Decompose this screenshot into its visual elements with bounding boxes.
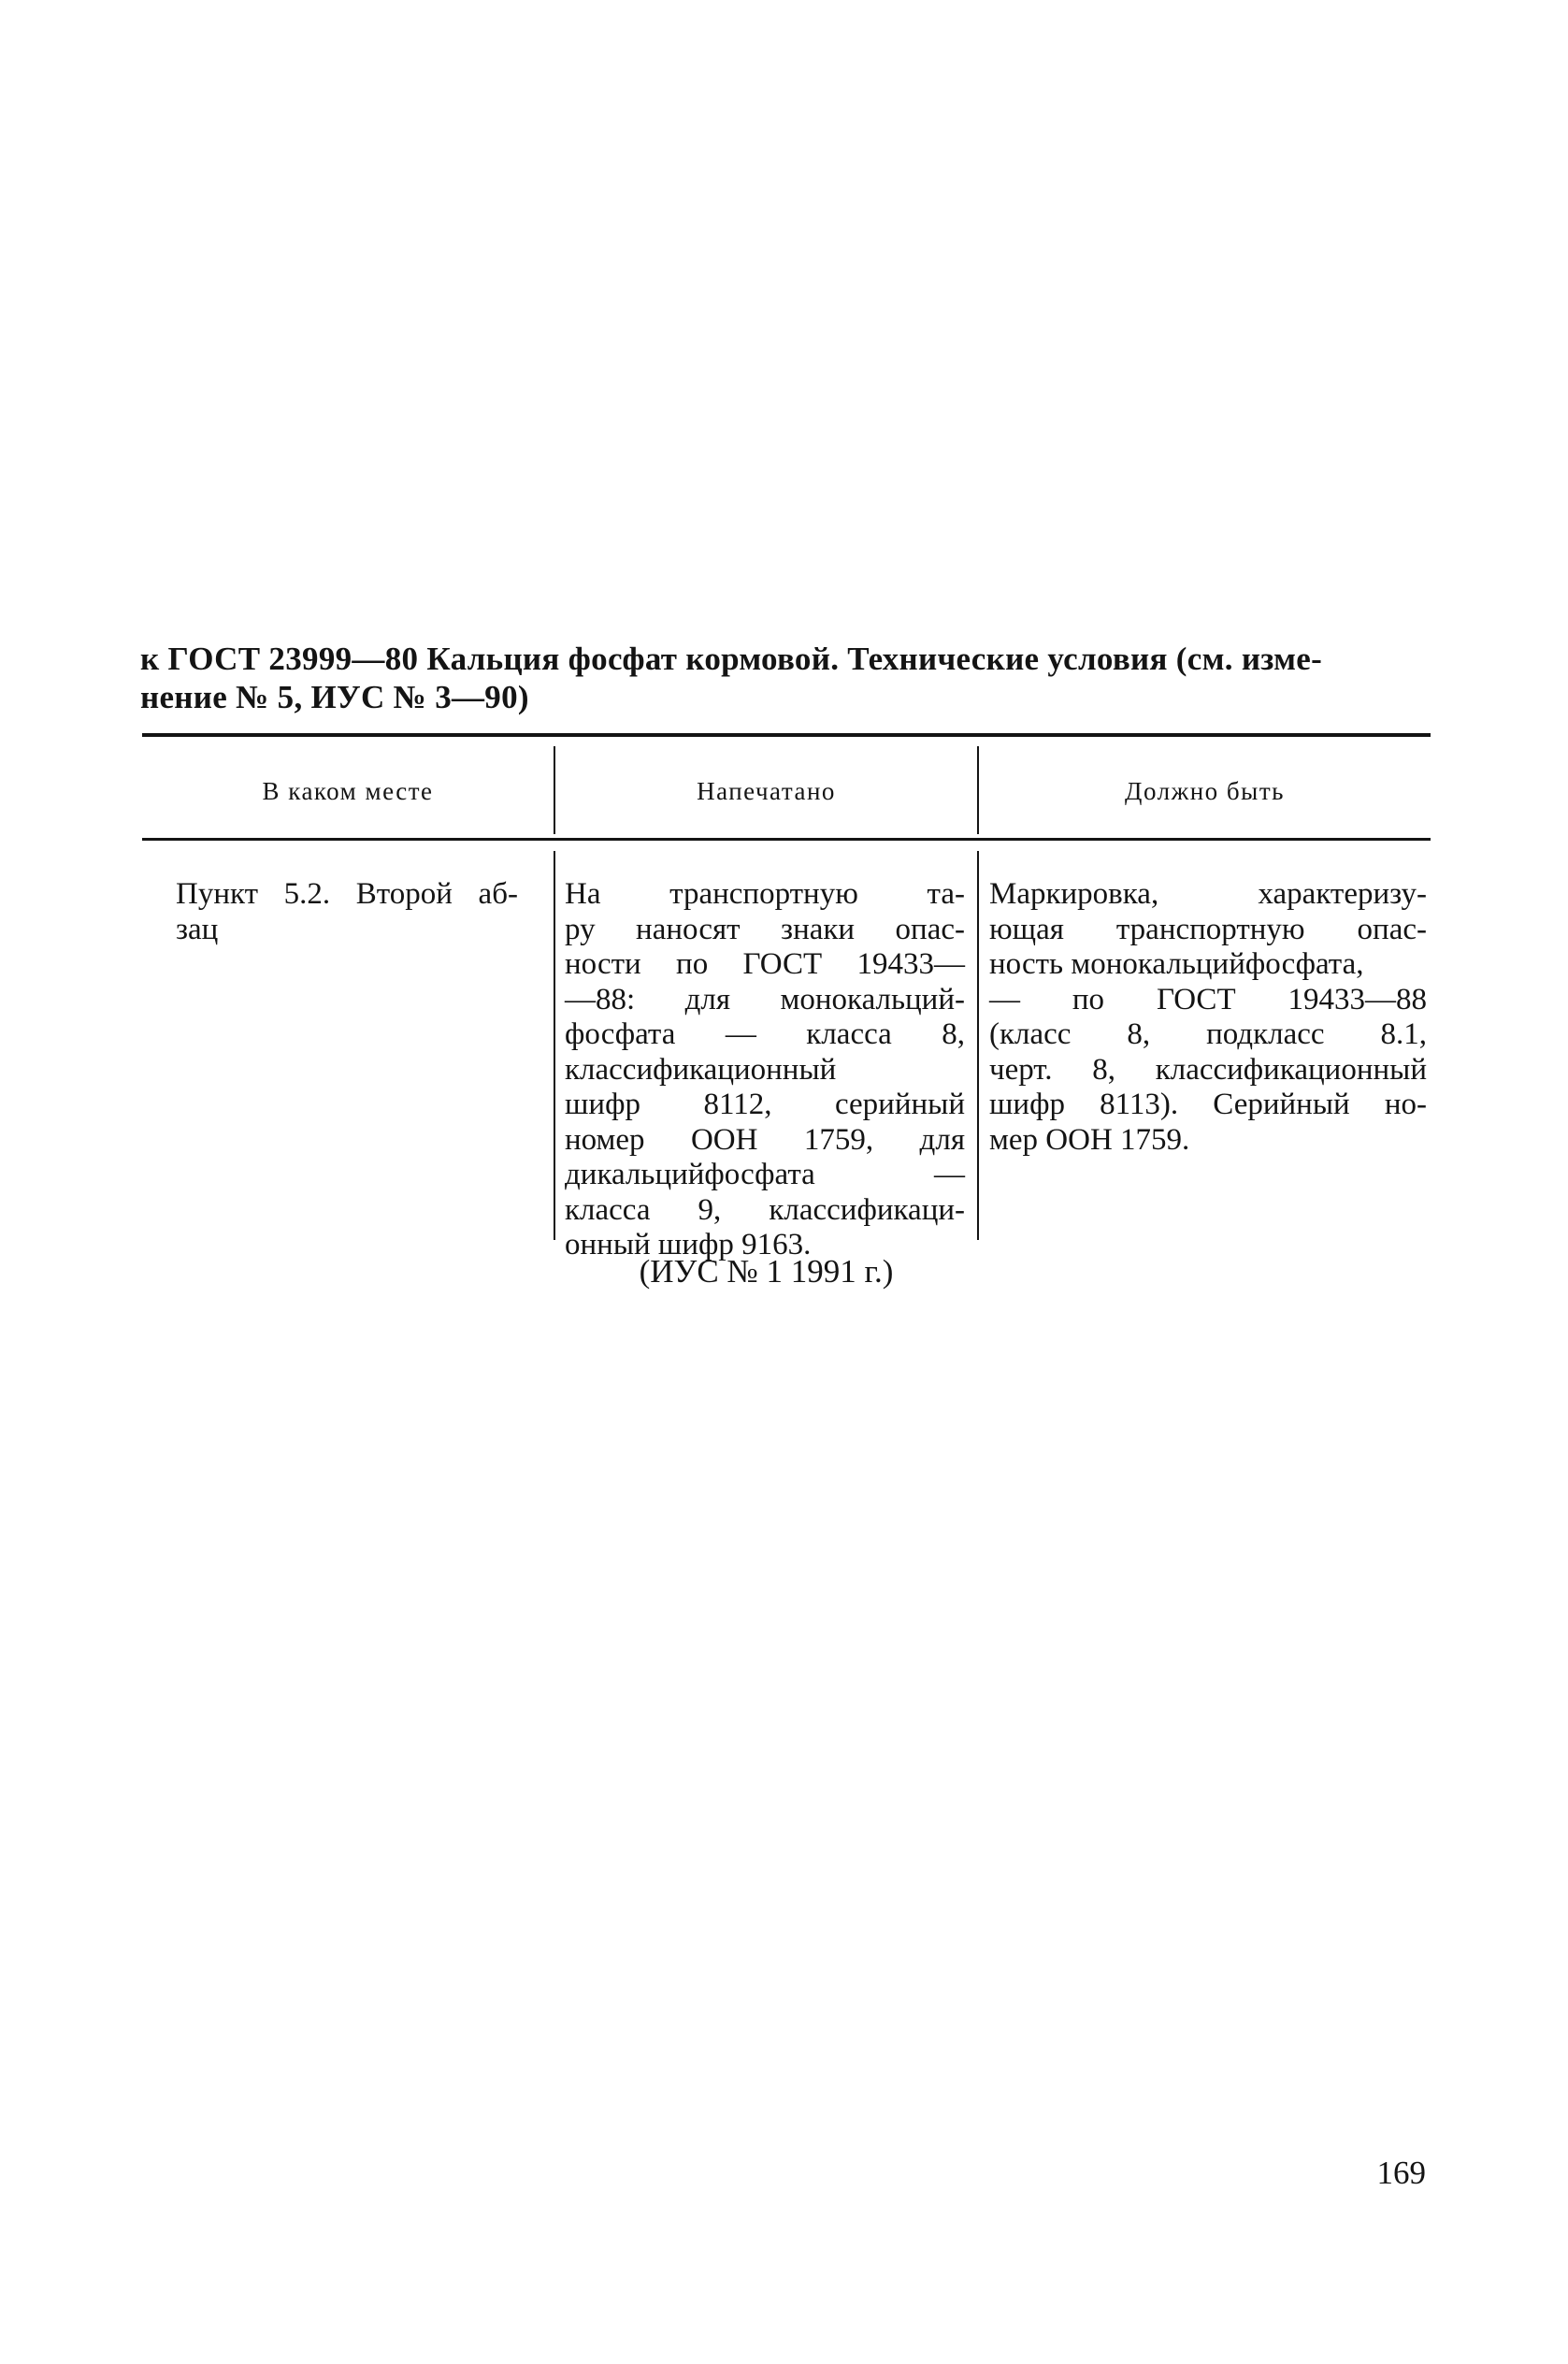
footnote-ius-reference: (ИУС № 1 1991 г.) xyxy=(639,1253,894,1290)
table-cell-correct xyxy=(989,877,1427,1158)
cell-line: онный шифр 9163. xyxy=(565,1228,812,1261)
column-header-location: В каком месте xyxy=(262,777,434,805)
table-header-rule xyxy=(142,838,1431,841)
heading-line-2: нение № 5, ИУС № 3—90) xyxy=(140,679,529,715)
table-cell-printed xyxy=(565,877,965,1263)
cell-line: фосфата — класса 8, xyxy=(565,1017,965,1051)
cell-line: — по ГОСТ 19433—88 xyxy=(989,982,1427,1016)
cell-line: шифр 8113). Серийный но- xyxy=(989,1088,1427,1121)
cell-line: —88: для монокальций- xyxy=(565,982,965,1016)
cell-line: ру наносят знаки опас- xyxy=(565,912,965,946)
column-header-printed: Напечатано xyxy=(697,777,836,805)
cell-line: классификационный xyxy=(565,1052,837,1087)
cell-line: шифр 8112, серийный xyxy=(565,1088,965,1121)
page-number: 169 xyxy=(1376,2155,1426,2191)
cell-line: номер ООН 1759, для xyxy=(565,1122,965,1157)
table-top-rule xyxy=(142,733,1431,737)
cell-line: зац xyxy=(176,912,219,946)
cell-line: На транспортную та- xyxy=(565,877,965,911)
cell-line: ности по ГОСТ 19433— xyxy=(565,947,965,981)
cell-line: Пункт 5.2. Второй аб- xyxy=(176,877,518,911)
document-heading xyxy=(140,640,1431,716)
cell-line: (класс 8, подкласс 8.1, xyxy=(989,1017,1427,1051)
cell-line: класса 9, классификаци- xyxy=(565,1192,965,1227)
table-cell-location xyxy=(176,877,518,947)
cell-line: ющая транспортную опас- xyxy=(989,912,1427,946)
cell-line: черт. 8, классификационный xyxy=(989,1052,1427,1087)
cell-line: мер ООН 1759. xyxy=(989,1122,1190,1157)
cell-line: дикальцийфосфата — xyxy=(565,1158,965,1191)
cell-line: Маркировка, характеризу- xyxy=(989,877,1427,911)
column-header-correct: Должно быть xyxy=(1125,777,1285,805)
column-divider-2-body xyxy=(977,851,979,1240)
heading-line-1: к ГОСТ 23999—80 Кальция фосфат кормовой. Технические условия (см. изме- xyxy=(140,641,1323,677)
cell-line: ность монокальцийфосфата, xyxy=(989,947,1364,981)
column-divider-1-body xyxy=(554,851,555,1240)
